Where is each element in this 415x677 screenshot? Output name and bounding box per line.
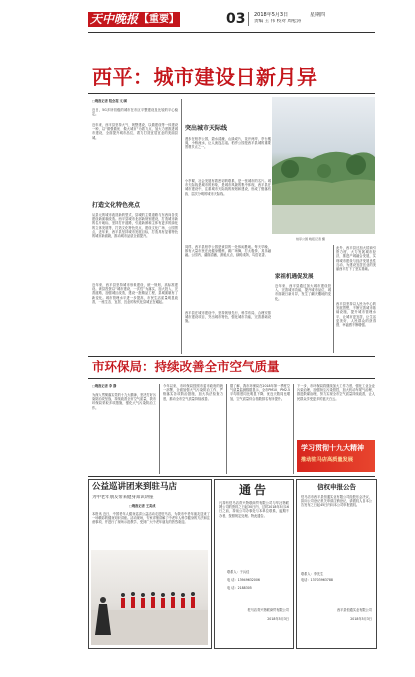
notice-company: 驻马店青兴物联商贸有限公司 (247, 608, 289, 612)
credit-phone: 电话：13703963788 (301, 578, 333, 582)
phone-label: 电 话： (227, 578, 238, 582)
article1-paragraph: 近年来，西平县坚持城市形象建设，统一规划，高标准建设。该县投资以“城市建设，一次性”为落实，加大投入，完善道路，加强城区改造，建设一批精品工程，县城面貌有了新变化。城市管理水平进一步提高，市民生活质量明显改善，一座生态、宜居、宜业的现代化县城正在崛起。 (92, 283, 178, 304)
issue-date: 2018年5月3日 (254, 12, 289, 18)
tel-number: 2188305 (237, 586, 252, 590)
issue-weekday: 星期四 (310, 12, 326, 18)
dance-event-illustration (91, 550, 208, 645)
headline-air-quality: 市环保局：持续改善全市空气质量 (92, 359, 280, 374)
credit-notice-box (296, 479, 377, 649)
park-photo (272, 97, 375, 234)
article1-lead: 近日，5G多所初级的城市在市区平整建设及比较的平心稳定。 (92, 108, 178, 117)
notice-contact (227, 568, 289, 602)
column-divider (181, 99, 182, 354)
article1-paragraph: 西平县坚持以人民为中心的发展思想，不断完善城市基础设施，提升城市管理水平，让城市更宜居，让生活更美好，人民群众的获得感、幸福感不断增强。 (336, 302, 376, 328)
article1-paragraph: 漫步在柏亭公园，碧水清澈，山绿成片，花开两岸，亭台楼阁，小桥流水，让人流连忘返。柏亭公园是西平县城的重要景观节点之一。 (185, 137, 271, 150)
masthead-divider (248, 12, 249, 26)
credit-notice-body: 驻马店市西平县恒通实业有限公司经股东会决议，拟向公司登记机关申请注销登记，请债权人自本公告发布之日起45日内向本公司申报债权。 (301, 495, 372, 508)
notice-box (214, 479, 294, 649)
article1-paragraph: 近年来，西平县坚持大气、规整建设，以做建设等一体建设一种，以“做强做优、做大城市”为着力点，加大力度推进城市建设，全面提升城市品位，着力打造宜居宜业的美丽县城。 (92, 123, 178, 140)
notice-body: 凡持有驻马店青兴物联商贸有限公司与华社物联网公司的资料之日起30日内，过时2018年5月16日之前，持前公司办事处与本单位联系，逾期不办者，按照规定处理。特此通告。 (219, 501, 289, 518)
masthead (0, 0, 415, 62)
section-rule (88, 476, 375, 477)
charity-subtitle: 为中老年朋友带来健身知识讲座 (92, 495, 154, 500)
article2-paragraph: 为深入贯彻落实党的十九大精神，坚决打好污染防治攻坚战，持续改善全市空气质量，我市环保局采取多项措施，强化大气污染防治工作。 (92, 393, 156, 410)
article1-paragraph: 小亭紧，社会发展有着密切的联系，是一张城市的名片。城市天际线是城市的形象，是城市风貌的集中体现，西平县在城市建设中，注重城市天际线的规划和建设，形成了错落有致、层次分明的城市天际线。 (185, 179, 271, 196)
article2-paragraph: 今年以来，市环保局按照市委市政府的统一部署，全面加强大气污染防治工作，严格落实各项防治措施，加大执法检查力度，推动全市空气质量持续改善。 (163, 384, 223, 401)
charity-byline: □晚报记者 王美成 (129, 504, 156, 508)
article1-paragraph: 西平县在城市建设中，坚持规划先行，科学布局，合理安排城市建设项目，突出城市特色，强化城市功能，完善基础设施。 (185, 311, 271, 324)
headline1-rule (88, 93, 375, 94)
charity-body: 本报讯 近日，中国老年人健身巡讲公益活动走进驻马店，为我市中老年朋友送来了一场精彩的健身知识讲座。活动现场，专家详细讲解了中老年人科学健身的方法和注意事项，并进行了现场示范教学，受到广大中老年朋友的热烈欢迎。 (92, 512, 210, 525)
article1-paragraph: 从县元的城市改造新的型式，县城的主要道路与东西向各类建设新面貌改造。西平县城市北部新规划建设，打造城市新的名片地标，坚持打开道路，引道新颜和主体有更多的绿化的立体发展等，打造文化特色亮点，建设文化广场、公园景点，近年来，西平县坚持城市发展目标，打造具有显著特色的城市新面貌，推动城市品质全面提升。 (92, 213, 178, 239)
article2-paragraph: 据了解，我市环保局在2018年第一季度空气质量监测数据显示，全市PM10、PM2.5平均浓度同比明显下降，优良天数同比增加，空气质量综合指数排名有所提升。 (230, 384, 290, 401)
column-divider (159, 384, 160, 474)
article1-paragraph: 同样，西平县柏亭公园是该县的一处休闲胜地。每天早晚，都有大量市民在此健身锻炼，跳广场舞，打太极拳，其乐融融。公园内，湖面清澈，游船点点，绿树成荫，鸟语花香。 (185, 245, 271, 258)
article1-subhead: 突出城市天际线 (185, 125, 228, 132)
page-number: 03 (226, 11, 246, 27)
slogan-banner (297, 440, 375, 472)
credit-contact: 联系人：李先生 (301, 572, 324, 576)
section-tag: 【重要】 (139, 14, 179, 25)
article1-subhead: 打造文化特色亮点 (92, 202, 141, 209)
slogan-line-2: 推动驻马店高质量发展 (301, 457, 353, 463)
charity-article (88, 479, 212, 649)
article1-paragraph: 此外，西平县还加大招商引资力度，大力发展城市经济，推进产城融合发展，实现城市建设与经济发展良性互动，为建设宜居宜业的美丽西平打下了坚实基础。 (336, 246, 376, 272)
masthead-rule (88, 32, 375, 33)
credit-date: 2018年5月3日 (350, 617, 372, 621)
column-divider (226, 384, 227, 474)
credit-company: 西平县恒通实业有限公司 (336, 608, 372, 612)
headline2-rule (88, 378, 375, 379)
column-divider (293, 384, 294, 474)
charity-title: 公益巡讲团来到驻马店 (92, 482, 178, 492)
slogan-line-1: 学习贯彻十九大精神 (301, 443, 364, 452)
contact-name: 于兵佳 (239, 570, 250, 574)
phone-number: 13949632006 (237, 578, 260, 582)
contact-label: 联系人： (227, 570, 240, 574)
article1-paragraph: 近年来，西平县通过加大城市建设投入，完善城市功能，提升城市品位，城市面貌日新月异，发生了翻天覆地的变化。 (275, 284, 331, 301)
headline-city-construction: 西平：城市建设日新月异 (92, 65, 318, 89)
notice-date: 2018年5月3日 (267, 617, 289, 621)
article1-subhead: 家祖机遇促发展 (275, 274, 314, 280)
article2-paragraph: 下一步，市环保局将继续加大工作力度，强化工业企业污染治理，加强扬尘污染管控，加大机动车尾气治理，推进散煤治理，努力实现全市空气质量持续改善，让人民群众享受更多的蓝天白云。 (297, 384, 375, 401)
credit-notice-title: 信权申报公告 (317, 483, 356, 491)
editor-credits: 责编 王 伟 校对 周松涛 (254, 19, 302, 24)
article1-byline: □晚报记者 程会超 文/图 (92, 99, 128, 103)
tel-label: 电 话： (227, 586, 238, 590)
park-scene-illustration (272, 97, 375, 234)
column-divider (333, 245, 334, 353)
article2-byline: □晚报记者 李 静 (92, 384, 117, 388)
notice-title: 通告 (238, 483, 269, 497)
section-rule (88, 356, 375, 357)
dance-event-photo (91, 550, 208, 645)
photo-caption: 柏亭公园 晚报记者 摄 (296, 237, 325, 241)
masthead-logo: 天中晚报 (90, 12, 139, 26)
